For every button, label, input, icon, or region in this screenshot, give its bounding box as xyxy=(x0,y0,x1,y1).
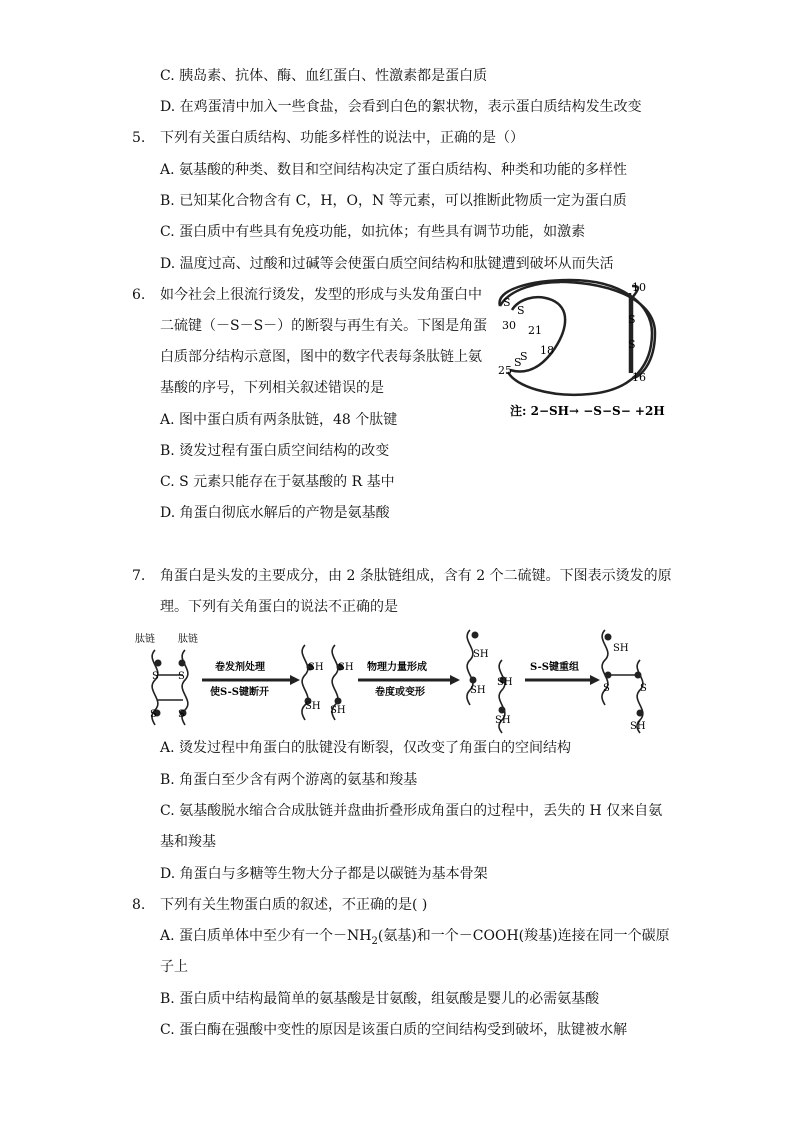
q8-option-a-sub: 2 xyxy=(371,935,378,947)
fig7-sh-9: SH xyxy=(613,643,629,654)
fig7-s-5: S xyxy=(603,683,610,694)
fig7-s-6: S xyxy=(640,683,647,694)
q5-number: 5. xyxy=(132,130,146,146)
fig6-s6: S xyxy=(514,356,522,369)
q6-stem-line1: 如今社会上很流行烫发，发型的形成与头发角蛋白中 xyxy=(160,287,482,303)
fig6-label-21: 21 xyxy=(528,324,542,337)
q8-option-c: C. 蛋白酶在强酸中变性的原因是该蛋白质的空间结构受到破坏，肽键被水解 xyxy=(160,1022,628,1038)
q7-option-c-line1: C. 氨基酸脱水缩合合成肽链并盘曲折叠形成角蛋白的过程中，丢失的 H 仅来自氨 xyxy=(160,803,663,819)
fig7-arrow1-top: 卷发剂处理 xyxy=(215,662,265,673)
fig7-sh-1: SH xyxy=(308,662,324,673)
fig6-label-10: 10 xyxy=(632,281,646,294)
fig6-label-30: 30 xyxy=(502,319,516,332)
q7-number: 7. xyxy=(132,568,146,584)
q5-option-d: D. 温度过高、过酸和过碱等会使蛋白质空间结构和肽键遭到破坏从而失活 xyxy=(160,256,614,272)
fig7-s-1: S xyxy=(152,671,159,682)
fig7-s-3: S xyxy=(150,709,157,720)
q5-stem: 下列有关蛋白质结构、功能多样性的说法中，正确的是（） xyxy=(160,130,524,146)
q7-option-a: A. 烫发过程中角蛋白的肽键没有断裂，仅改变了角蛋白的空间结构 xyxy=(160,740,572,756)
fig7-arrow2-bottom: 卷度或变形 xyxy=(375,687,425,698)
q6-option-d: D. 角蛋白彻底水解后的产物是氨基酸 xyxy=(160,505,390,521)
q5-option-a: A. 氨基酸的种类、数目和空间结构决定了蛋白质结构、种类和功能的多样性 xyxy=(160,162,628,178)
fig7-sh-5: SH xyxy=(473,649,489,660)
fig7-s-4: S xyxy=(178,709,185,720)
q5-option-b: B. 已知某化合物含有 C，H，O，N 等元素，可以推断此物质一定为蛋白质 xyxy=(160,193,627,209)
fig7-arrow1-bottom: 使S-S键断开 xyxy=(210,687,269,698)
fig7-chain-label-1: 肽链 xyxy=(135,634,155,645)
q8-number: 8. xyxy=(132,897,146,913)
fig7-arrow3-top: S-S键重组 xyxy=(530,662,579,673)
q6-stem-line4: 基酸的序号，下列相关叙述错误的是 xyxy=(160,380,384,396)
fig7-chain-label-2: 肽链 xyxy=(178,634,198,645)
fig7-sh-7: SH xyxy=(497,677,513,688)
fig7-sh-8: SH xyxy=(495,715,511,726)
q7-stem-line2: 理。下列有关角蛋白的说法不正确的是 xyxy=(160,599,398,615)
q6-option-b: B. 烫发过程有蛋白质空间结构的改变 xyxy=(160,443,390,459)
fig7-sh-2: SH xyxy=(338,662,354,673)
q7-stem-line1: 角蛋白是头发的主要成分，由 2 条肽链组成，含有 2 个二硫键。下图表示烫发的原 xyxy=(160,568,672,584)
fig6-s1: S xyxy=(503,296,511,309)
fig6-s5: S xyxy=(520,350,528,363)
fig7-arrow2-top: 物理力量形成 xyxy=(367,662,427,673)
q5-option-c: C. 蛋白质中有些具有免疫功能，如抗体；有些具有调节功能，如激素 xyxy=(160,224,586,240)
q8-option-a-line2: 子上 xyxy=(160,959,188,975)
q6-option-a: A. 图中蛋白质有两条肽链，48 个肽键 xyxy=(160,412,398,428)
fig6-note: 注: 2−SH→ −S−S− +2H xyxy=(510,404,665,418)
q4-option-c: C. 胰岛素、抗体、酶、血红蛋白、性激素都是蛋白质 xyxy=(160,68,488,84)
outer-peptide-chain xyxy=(550,282,655,378)
fig7-sh-3: SH xyxy=(305,701,321,712)
q4-option-d: D. 在鸡蛋清中加入一些食盐，会看到白色的絮状物，表示蛋白质结构发生改变 xyxy=(160,99,642,115)
q8-stem: 下列有关生物蛋白质的叙述，不正确的是( ) xyxy=(160,897,428,913)
fig6-s2: S xyxy=(517,304,525,317)
fig7-sh-6: SH xyxy=(470,685,486,696)
fig7-s-2: S xyxy=(178,671,185,682)
q8-option-b: B. 蛋白质中结构最简单的氨基酸是甘氨酸，组氨酸是婴儿的必需氨基酸 xyxy=(160,991,600,1007)
q7-option-c-line2: 基和羧基 xyxy=(160,834,216,850)
fig7-sh-4: SH xyxy=(330,705,346,716)
keratin-structure-figure xyxy=(490,278,665,423)
fig6-label-18: 18 xyxy=(540,344,554,357)
q8-option-a-pre: A. 蛋白质单体中至少有一个－NH xyxy=(160,928,372,944)
q6-stem-line2: 二硫键（－S－S－）的断裂与再生有关。下图是角蛋 xyxy=(160,318,488,334)
perm-principle-figure xyxy=(130,625,670,735)
q8-option-a-line1 xyxy=(160,926,670,946)
q6-number: 6. xyxy=(132,287,146,303)
q6-stem-line3: 白质部分结构示意图，图中的数字代表每条肽链上氨 xyxy=(160,349,482,365)
q7-option-d: D. 角蛋白与多糖等生物大分子都是以碳链为基本骨架 xyxy=(160,866,488,882)
fig6-s4: S xyxy=(628,338,636,351)
fig7-sh-10: SH xyxy=(630,721,646,732)
fig6-s3: S xyxy=(628,313,636,326)
fig6-label-16: 16 xyxy=(632,371,646,384)
fig6-label-25: 25 xyxy=(498,364,512,377)
q8-option-a-post: (氨基)和一个－COOH(羧基)连接在同一个碳原 xyxy=(377,928,670,944)
q6-option-c: C. S 元素只能存在于氨基酸的 R 基中 xyxy=(160,474,395,490)
q7-option-b: B. 角蛋白至少含有两个游离的氨基和羧基 xyxy=(160,772,418,788)
